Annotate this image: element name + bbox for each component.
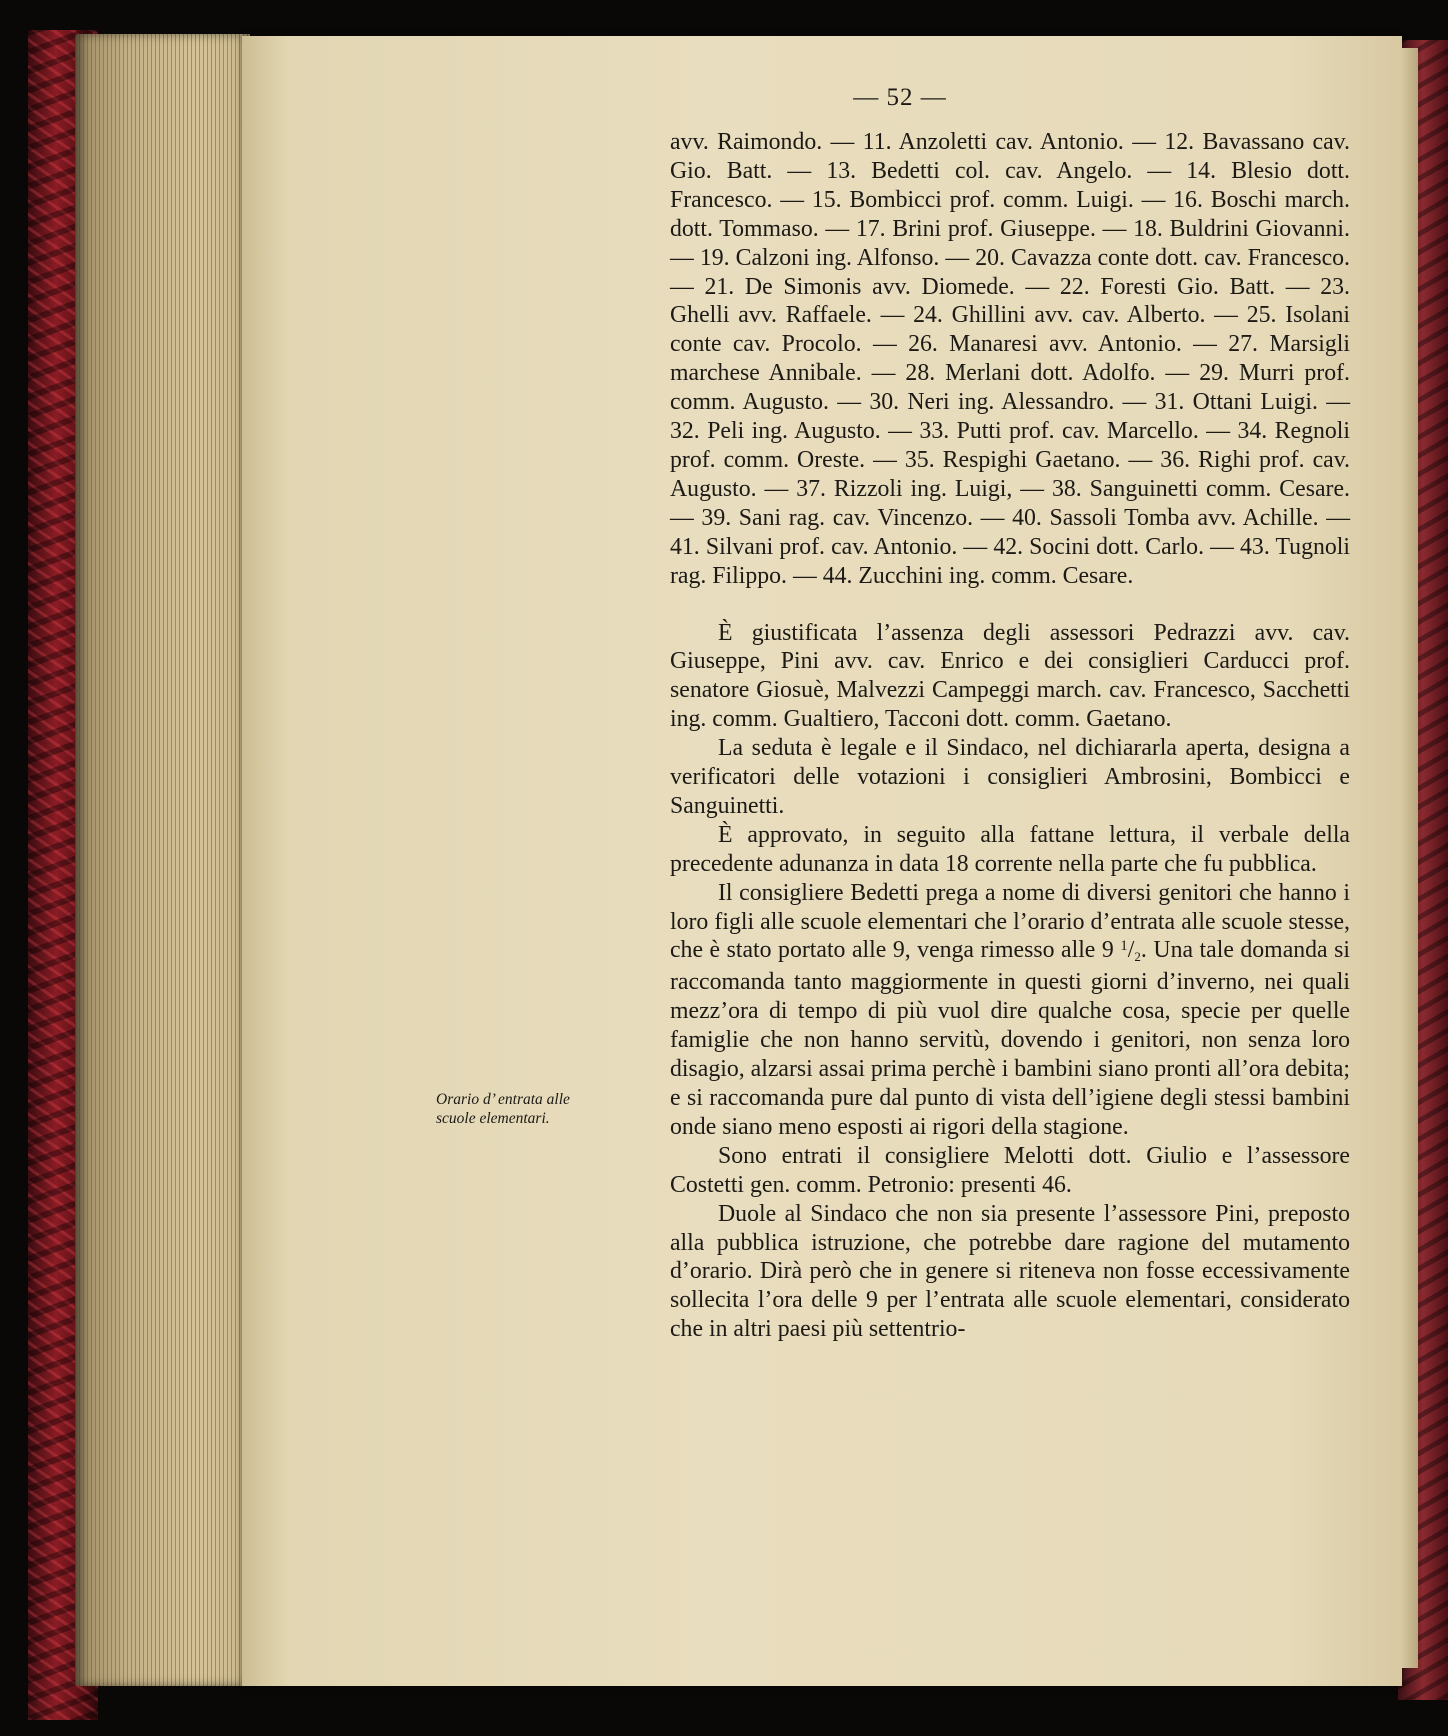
paragraph-mayor-reply: Duole al Sindaco che non sia presente l’assessore Pini, preposto alla pubblica istruzione, che potrebbe dare ragione del mutamento d’orario. Dirà però che in genere si riteneva non fosse eccessivamente sollecita l’ora delle 9 per l’entrata alle scuole elementari, considerato che in altri paesi più settentrio- [670,1200,1350,1343]
fraction-denominator: 2 [1134,949,1141,965]
paragraph-entered: Sono entrati il consigliere Melotti dott. Giulio e l’assessore Costetti gen. comm. Petronio: presenti 46. [670,1142,1350,1198]
main-text [670,128,1350,1344]
paragraph-minutes-approved: È approvato, in seguito alla fattane lettura, il verbale della precedente adunanza in data 18 corrente nella parte che fu pubblica. [670,821,1350,877]
page-number: — 52 — [853,84,947,111]
paragraph-justified-absence: È giustificata l’assenza degli assessori Pedrazzi avv. cav. Giuseppe, Pini avv. cav. Enrico e dei consiglieri Carducci prof. senatore Giosuè, Malvezzi Campeggi march. cav. Francesco, Sacchetti ing. comm. Gualtiero, Tacconi dott. comm. Gaetano. [670,619,1350,733]
margin-note-line1: Orario d’ entrata alle [436,1091,570,1108]
bedetti-request-end: . Una tale domanda si raccomanda tanto maggiormente in questi giorni d’inverno, nei quali mezz’ora di tempo di più vuol dire qualche cosa, specie per quelle famiglie che non hanno servitù, dovendo i genitori, non senza loro disagio, alzarsi assai prima perchè i bambini siano pronti all’ora debita; e si raccomanda pure dal punto di vista dell’igiene degli stessi bambini onde siano meno esposti ai rigori della stagione. [670,937,1350,1140]
page-block-edges [75,34,250,1686]
page-edge-right [1400,48,1418,1668]
paragraph-session-legal: La seduta è legale e il Sindaco, nel dichiararla aperta, designa a verificatori delle votazioni i consiglieri Ambrosini, Bombicci e Sanguinetti. [670,735,1350,819]
fraction-numerator: 1 [1120,938,1128,955]
paragraph-bedetti-request: Il consigliere Bedetti prega a nome di diversi genitori che hanno i loro figli alle scuole elementari che l’orario d’entrata alle scuole stesse, che è stato portato alle 9, venga rimesso alle 9 $^1$/2. Una tale domanda si raccomanda tanto maggiormente in questi giorni d’inverno, nei quali mezz’ora di tempo di più vuol dire qualche cosa, specie per quelle famiglie che non hanno servitù, dovendo i genitori, non senza loro disagio, alzarsi assai prima perchè i bambini siano pronti all’ora debita; e si raccomanda pure dal punto di vista dell’igiene degli stessi bambini onde siano meno esposti ai rigori della stagione. [670,879,1350,1140]
council-members-list: avv. Raimondo. — 11. Anzoletti cav. Antonio. — 12. Bavassano cav. Gio. Batt. — 13. Bedetti col. cav. Angelo. — 14. Blesio dott. Francesco. — 15. Bombicci prof. comm. Luigi. — 16. Boschi march. dott. Tommaso. — 17. Brini prof. Giuseppe. — 18. Buldrini Giovanni. — 19. Calzoni ing. Alfonso. — 20. Cavazza conte dott. cav. Francesco. — 21. De Simonis avv. Diomede. — 22. Foresti Gio. Batt. — 23. Ghelli avv. Raffaele. — 24. Ghillini avv. cav. Alberto. — 25. Isolani conte cav. Procolo. — 26. Manaresi avv. Antonio. — 27. Marsigli marchese Annibale. — 28. Merlani dott. Adolfo. — 29. Murri prof. comm. Augusto. — 30. Neri ing. Alessandro. — 31. Ottani Luigi. — 32. Peli ing. Augusto. — 33. Putti prof. cav. Marcello. — 34. Regnoli prof. comm. Oreste. — 35. Respighi Gaetano. — 36. Righi prof. cav. Augusto. — 37. Rizzoli ing. Luigi, — 38. Sanguinetti comm. Cesare. — 39. Sani rag. cav. Vincenzo. — 40. Sassoli Tomba avv. Achille. — 41. Silvani prof. cav. Antonio. — 42. Socini dott. Carlo. — 43. Tugnoli rag. Filippo. — 44. Zucchini ing. comm. Cesare. [670,129,1350,589]
margin-note-line2: scuole elementari. [436,1110,550,1127]
margin-note [436,1090,652,1128]
bedetti-request-start: Il consigliere Bedetti prega a nome di diversi genitori che hanno i loro figli alle scuole elementari che l’orario d’entrata alle scuole stesse, che è stato portato alle 9, venga rimesso alle 9 [670,879,1350,964]
